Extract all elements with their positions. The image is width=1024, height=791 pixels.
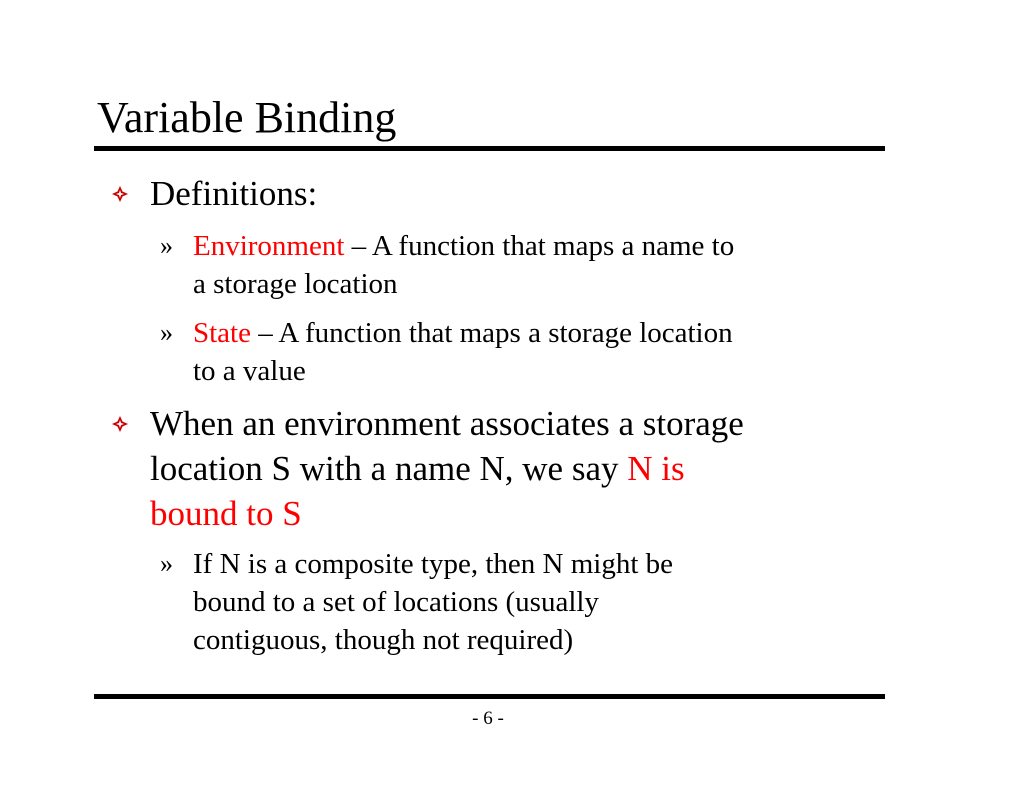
sub-bullet-line: [193, 227, 883, 265]
term-environment: Environment: [193, 230, 345, 262]
bullet-text: location S with a name N, we say: [150, 449, 628, 488]
sub-bullet-line: [193, 314, 883, 352]
bullet-line: When an environment associates a storage: [150, 404, 744, 443]
sub-bullet-line: If N is a composite type, then N might be: [193, 548, 674, 580]
sub-bullet-line: a storage location: [193, 268, 398, 300]
sub-bullet-state: [160, 314, 883, 390]
chevron-marker: »: [160, 318, 173, 347]
definition-text: – A function that maps a storage location: [251, 317, 733, 349]
highlight-text: bound to S: [150, 494, 302, 533]
bullet-definitions: [150, 171, 870, 216]
chevron-marker: »: [160, 549, 173, 578]
definition-text: – A function that maps a name to: [344, 230, 735, 262]
sub-bullet-line: contiguous, though not required): [193, 624, 574, 656]
sub-bullet-line: to a value: [193, 355, 306, 387]
sub-bullet-line: bound to a set of locations (usually: [193, 586, 599, 618]
page-number: - 6 -: [472, 708, 504, 729]
bullet-binding: [150, 401, 870, 536]
bullet-line: [150, 446, 870, 491]
page-title: Variable Binding: [97, 93, 397, 142]
footer-divider: [94, 694, 885, 699]
highlight-text: N is: [627, 449, 685, 488]
term-state: State: [193, 317, 251, 349]
diamond-bullet-icon: [112, 186, 128, 202]
bullet-text: Definitions:: [150, 174, 318, 213]
title-divider: [94, 146, 885, 151]
chevron-marker: »: [160, 231, 173, 260]
diamond-bullet-icon: [112, 416, 128, 432]
sub-bullet-composite: [160, 545, 883, 659]
sub-bullet-environment: [160, 227, 883, 303]
